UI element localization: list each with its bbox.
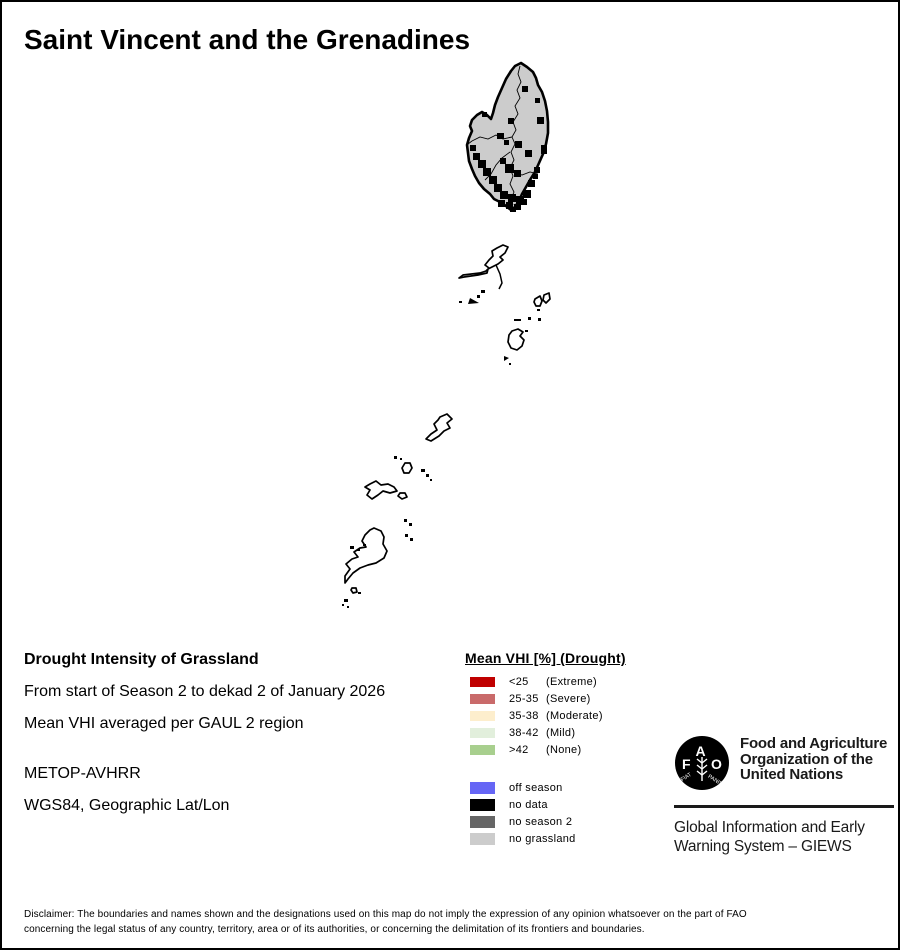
svg-text:FIAT: FIAT [679, 771, 693, 784]
legend-row-extreme: <25 (Extreme) [465, 673, 675, 690]
map-subject: Drought Intensity of Grassland [24, 651, 259, 668]
legend-row-off-season: off season [465, 779, 675, 796]
island-mid-chain [426, 414, 452, 441]
svg-text:PANIS: PANIS [706, 773, 724, 788]
footer-divider [674, 805, 894, 808]
legend-row-no-data: no data [465, 796, 675, 813]
legend-swatch-no-season2 [470, 816, 495, 828]
svg-text:O: O [711, 756, 722, 772]
legend-row-no-grassland: no grassland [465, 830, 675, 847]
map-projection: WGS84, Geographic Lat/Lon [24, 797, 230, 814]
island-mayreau [402, 463, 412, 473]
island-south-large [345, 528, 387, 583]
svg-text:F: F [682, 756, 691, 772]
legend-swatch-moderate [470, 711, 495, 721]
fao-giews-block [674, 732, 896, 856]
grenadines-islands [345, 245, 550, 593]
legend-swatch-extreme [470, 677, 495, 687]
legend-row-mild: 38-42 (Mild) [465, 724, 675, 741]
legend-row-moderate: 35-38 (Moderate) [465, 707, 675, 724]
svg-text:A: A [695, 743, 706, 759]
island-union [365, 481, 397, 499]
legend-swatch-no-data [470, 799, 495, 811]
legend-swatch-none [470, 745, 495, 755]
legend-swatch-off-season [470, 782, 495, 794]
legend-row-none: >42 (None) [465, 741, 675, 758]
page-title: Saint Vincent and the Grenadines [24, 24, 471, 55]
legend-swatch-mild [470, 728, 495, 738]
map-method: Mean VHI averaged per GAUL 2 region [24, 715, 304, 732]
legend-swatch-severe [470, 694, 495, 704]
disclaimer-text: Disclaimer: The boundaries and names shown and the designations used on this map do not imply the expression of any opinion whatsoever on the part of FAO concerning the legal status of any country, territory, area or of its authorities, or concerning the delimitation of its frontiers and boundaries. [24, 909, 747, 935]
legend-title: Mean VHI [%] (Drought) [465, 650, 626, 666]
legend-swatch-no-grassland [470, 833, 495, 845]
map-period: From start of Season 2 to dekad 2 of January 2026 [24, 683, 386, 700]
fao-logo-icon [674, 735, 730, 791]
fao-org-name: Food and Agriculture Organization of the United Nations [740, 735, 888, 783]
legend-row-no-season2: no season 2 [465, 813, 675, 830]
legend-row-severe: 25-35 (Severe) [465, 690, 675, 707]
saint-vincent-island [467, 63, 548, 212]
map-sensor: METOP-AVHRR [24, 765, 141, 782]
island-mustique [534, 296, 542, 306]
giews-label: Global Information and Early Warning System – GIEWS [674, 819, 865, 855]
island-canouan [508, 329, 524, 350]
legend [465, 650, 675, 847]
map-info-block [24, 651, 444, 829]
island-bequia [459, 245, 508, 278]
